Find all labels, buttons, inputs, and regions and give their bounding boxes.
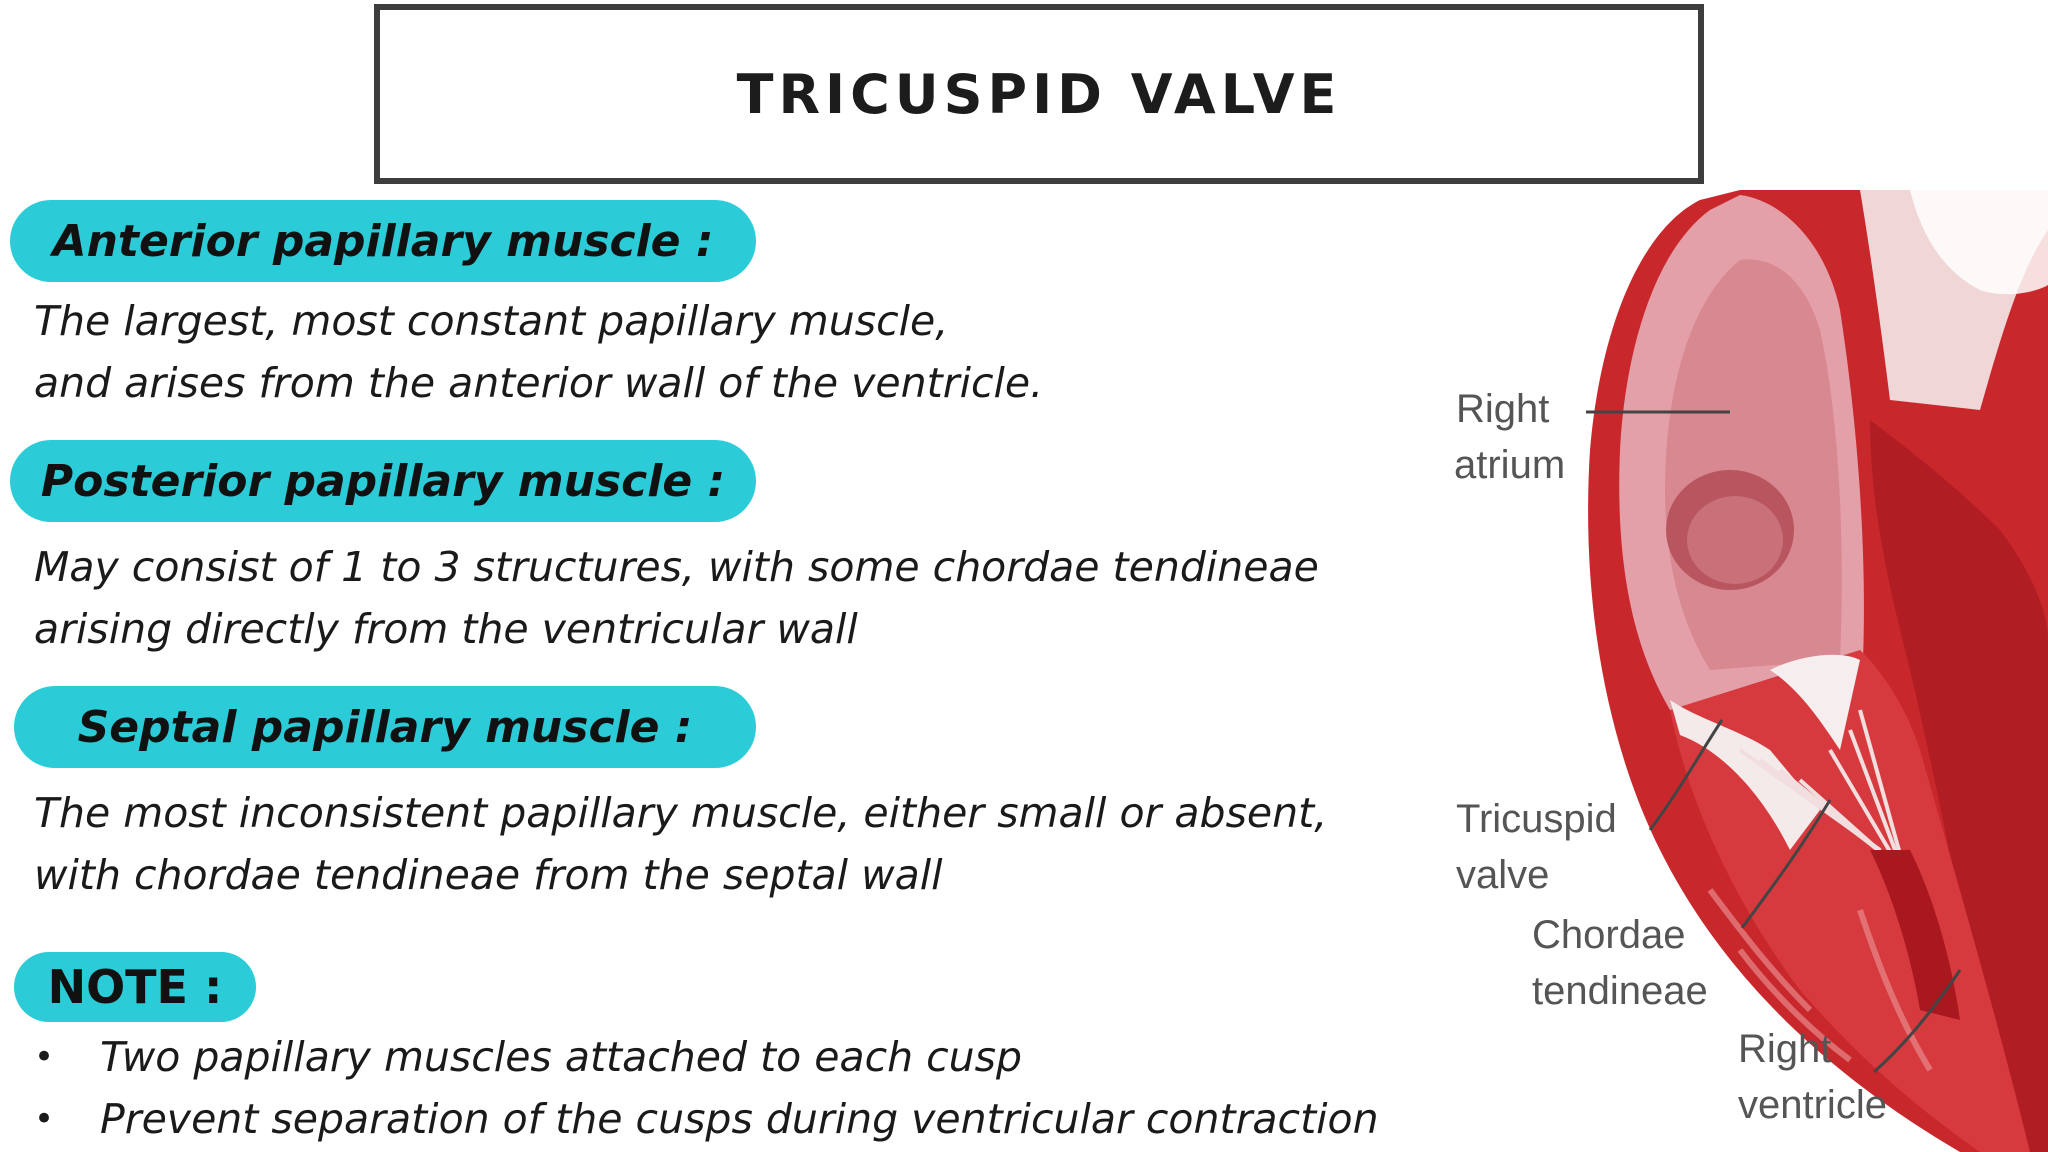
heart-diagram bbox=[1440, 190, 2048, 1152]
posterior-line-1: May consist of 1 to 3 structures, with some chordae tendineae bbox=[34, 543, 1319, 591]
label-right-ventricle-line1: Right bbox=[1738, 1027, 1832, 1071]
note-list bbox=[30, 1026, 1379, 1150]
anterior-heading-pill bbox=[10, 200, 756, 282]
label-right-atrium-line1: Right bbox=[1456, 387, 1550, 431]
posterior-description bbox=[34, 536, 1319, 660]
label-tricuspid-line2: valve bbox=[1456, 853, 1550, 897]
anterior-line-2: and arises from the anterior wall of the ventricle. bbox=[34, 359, 1044, 407]
anterior-line-1: The largest, most constant papillary muscle, bbox=[34, 297, 949, 345]
posterior-line-2: arising directly from the ventricular wall bbox=[34, 605, 858, 653]
anterior-description bbox=[34, 290, 1043, 414]
label-tricuspid-line1: Tricuspid bbox=[1456, 797, 1617, 841]
bullet-icon: • bbox=[34, 1037, 55, 1077]
note-heading: NOTE : bbox=[47, 960, 223, 1014]
label-right-ventricle-line2: ventricle bbox=[1738, 1083, 1887, 1127]
note-heading-pill bbox=[14, 952, 256, 1022]
anterior-heading: Anterior papillary muscle : bbox=[52, 215, 714, 267]
septal-line-2: with chordae tendineae from the septal wall bbox=[34, 851, 943, 899]
bullet-icon: • bbox=[34, 1099, 55, 1139]
label-chordae-line2: tendineae bbox=[1532, 969, 1708, 1013]
title-box bbox=[374, 4, 1704, 184]
page-title: TRICUSPID VALVE bbox=[736, 62, 1342, 126]
posterior-heading: Posterior papillary muscle : bbox=[40, 455, 726, 507]
septal-description bbox=[34, 782, 1327, 906]
septal-heading-pill bbox=[14, 686, 756, 768]
atrial-opening-inner bbox=[1687, 496, 1783, 584]
label-right-atrium-line2: atrium bbox=[1454, 443, 1566, 487]
note-item-text: Prevent separation of the cusps during ventricular contraction bbox=[100, 1095, 1379, 1143]
label-chordae-line1: Chordae bbox=[1532, 913, 1686, 957]
note-item bbox=[30, 1088, 1379, 1150]
note-item bbox=[30, 1026, 1379, 1088]
septal-line-1: The most inconsistent papillary muscle, either small or absent, bbox=[34, 789, 1328, 837]
note-item-text: Two papillary muscles attached to each cusp bbox=[100, 1033, 1023, 1081]
posterior-heading-pill bbox=[10, 440, 756, 522]
septal-heading: Septal papillary muscle : bbox=[77, 701, 693, 753]
